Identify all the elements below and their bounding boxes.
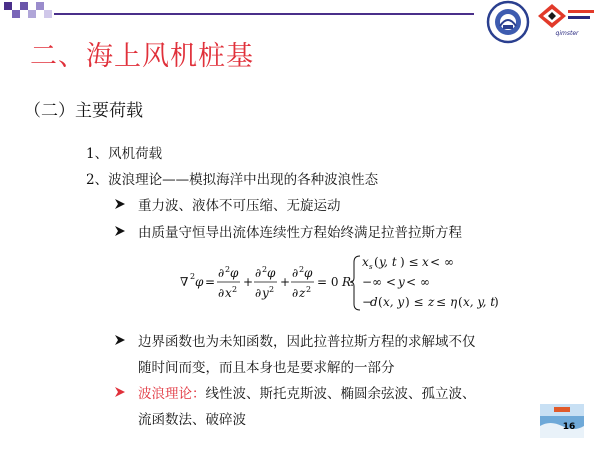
svg-text:y, t: y, t — [379, 255, 397, 269]
brand-logo-text: qimster — [555, 30, 579, 37]
svg-text:∂: ∂ — [218, 286, 225, 300]
svg-text:φ: φ — [230, 266, 239, 280]
svg-text:∂: ∂ — [255, 266, 262, 280]
svg-text:R: R — [342, 275, 352, 289]
bullet-highlight-label: 波浪理论： — [138, 386, 206, 402]
svg-text:(: ( — [458, 295, 463, 309]
svg-text:∂: ∂ — [292, 286, 299, 300]
list-item-text: 风机荷载 — [108, 146, 163, 162]
svg-text:2: 2 — [269, 285, 275, 294]
page-number-badge — [540, 404, 584, 438]
arrow-bullet-icon — [114, 334, 138, 350]
bullet-item-2 — [114, 221, 462, 241]
svg-text:(: ( — [378, 295, 383, 309]
svg-text:∂: ∂ — [255, 286, 262, 300]
svg-text:x, y: x, y — [383, 295, 405, 309]
svg-text:y: y — [398, 275, 405, 289]
svg-text:2: 2 — [232, 285, 238, 294]
svg-text:(: ( — [374, 255, 379, 269]
svg-text:η: η — [450, 295, 458, 309]
svg-text:) ≤: ) ≤ — [405, 295, 424, 309]
bullet-item-1 — [114, 194, 341, 214]
arrow-bullet-icon — [114, 198, 138, 214]
svg-text:x: x — [362, 255, 369, 269]
svg-text:φ: φ — [267, 266, 276, 280]
svg-text:z: z — [428, 295, 435, 309]
svg-text:−: − — [362, 295, 373, 309]
svg-text:2: 2 — [299, 265, 305, 274]
laplace-equation-formula — [160, 248, 500, 316]
svg-text:< ∞: < ∞ — [406, 275, 430, 289]
bullet-text: 线性波、斯托克斯波、椭圆余弦波、孤立波、 — [205, 386, 476, 402]
svg-text:< ∞: < ∞ — [430, 255, 454, 269]
svg-text::: : — [350, 275, 355, 289]
svg-text:= 0: = 0 — [317, 275, 339, 289]
list-item-text: 波浪理论——模拟海洋中出现的各种波浪性态 — [108, 172, 379, 188]
bullet-item-3 — [114, 330, 476, 350]
bullet-item-4-continuation: 流函数法、破碎波 — [138, 412, 246, 428]
arrow-bullet-icon-red — [114, 386, 138, 402]
list-item-2 — [86, 168, 378, 188]
list-item-number: 2、 — [86, 172, 109, 188]
bullet-text: 边界函数也为未知函数，因此拉普拉斯方程的求解域不仅 — [138, 334, 476, 350]
brand-logo-icon — [536, 2, 598, 30]
list-item-1 — [86, 142, 162, 162]
svg-text:−∞ <: −∞ < — [362, 275, 396, 289]
svg-text:d: d — [370, 295, 378, 309]
university-seal-logo — [486, 0, 530, 44]
svg-text:): ) — [494, 295, 499, 309]
page-number: 16 — [562, 422, 576, 432]
bullet-item-4 — [114, 382, 476, 402]
svg-text:y: y — [262, 286, 269, 300]
svg-text:∂: ∂ — [218, 266, 225, 280]
svg-text:∂: ∂ — [292, 266, 299, 280]
bullet-text: 由质量守恒导出流体连续性方程始终满足拉普拉斯方程 — [138, 225, 462, 241]
svg-text:x, y, t: x, y, t — [463, 295, 496, 309]
svg-text:φ: φ — [304, 266, 313, 280]
svg-text:x: x — [422, 255, 429, 269]
list-item-number: 1、 — [86, 146, 109, 162]
svg-text:∇: ∇ — [180, 275, 189, 289]
bullet-item-3-continuation: 随时间而变，而且本身也是要求解的一部分 — [138, 360, 395, 376]
svg-text:x: x — [225, 286, 232, 300]
svg-text:=: = — [205, 275, 216, 289]
svg-text:2: 2 — [306, 285, 312, 294]
svg-text:) ≤: ) ≤ — [400, 255, 419, 269]
svg-text:≤: ≤ — [436, 295, 447, 309]
svg-text:2: 2 — [190, 272, 196, 281]
svg-text:s: s — [369, 263, 373, 271]
bullet-text: 重力波、液体不可压缩、无旋运动 — [138, 198, 341, 214]
header-rule — [54, 13, 474, 15]
svg-text:+: + — [280, 275, 291, 289]
svg-text:φ: φ — [195, 275, 204, 289]
slide-title: 二、海上风机桩基 — [30, 41, 254, 72]
svg-text:z: z — [299, 286, 306, 300]
section-subtitle: （二）主要荷载 — [24, 101, 143, 121]
svg-text:2: 2 — [225, 265, 231, 274]
arrow-bullet-icon — [114, 225, 138, 241]
svg-text:+: + — [243, 275, 254, 289]
svg-text:2: 2 — [262, 265, 268, 274]
corner-checker-pattern — [0, 0, 54, 22]
